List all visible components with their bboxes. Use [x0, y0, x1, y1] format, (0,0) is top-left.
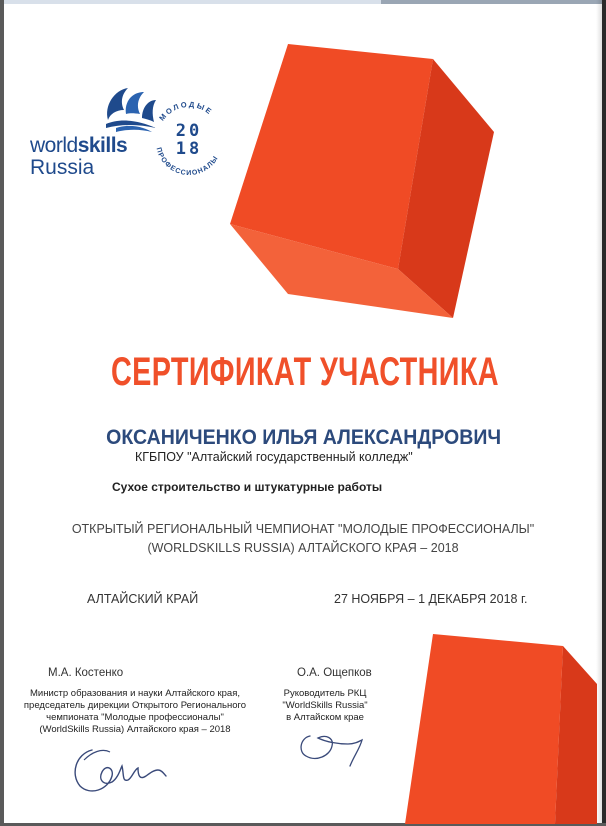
logo-world-text: world: [30, 134, 78, 157]
right-title-line-3: в Алтайском крае: [286, 712, 364, 723]
viewer-top-edge-highlight: [0, 0, 381, 4]
right-title-line-1: Руководитель РКЦ: [283, 688, 367, 699]
right-title-line-2: "WorldSkills Russia": [282, 700, 368, 711]
right-signature-icon: [296, 722, 366, 772]
championship-name: [0, 520, 606, 558]
orange-cube-bottom-icon: [405, 634, 600, 824]
event-dates: 27 НОЯБРЯ – 1 ДЕКАБРЯ 2018 г.: [334, 592, 528, 606]
left-title-line-2: председатель дирекции Открытого Регионального: [23, 700, 247, 711]
competition-specialty: Сухое строительство и штукатурные работы: [112, 480, 383, 494]
badge-year-bottom: 18: [175, 139, 203, 159]
badge-year-top: 20: [175, 121, 203, 141]
viewer-right-edge: [602, 0, 606, 826]
badge-bottom-text: ПРОФЕССИОНАЛЫ: [154, 146, 221, 178]
left-signature-icon: [62, 740, 172, 800]
young-professionals-2018-badge: [150, 94, 228, 184]
badge-top-text: МОЛОДЫЕ: [157, 99, 215, 123]
left-title-line-4: (WorldSkills Russia) Алтайского края – 2018: [39, 724, 231, 735]
worldskills-russia-logo: [30, 84, 160, 184]
championship-line-2: (WORLDSKILLS RUSSIA) АЛТАЙСКОГО КРАЯ – 2018: [147, 541, 459, 555]
championship-line-1: ОТКРЫТЫЙ РЕГИОНАЛЬНЫЙ ЧЕМПИОНАТ "МОЛОДЫЕ ПРОФЕССИОНАЛЫ": [71, 522, 535, 536]
region-label: АЛТАЙСКИЙ КРАЙ: [87, 592, 199, 606]
left-signatory-title: [2, 688, 268, 736]
left-title-line-1: Министр образования и науки Алтайского края,: [30, 688, 240, 699]
logo-russia-text: Russia: [30, 156, 95, 179]
certificate-title: СЕРТИФИКАТ УЧАСТНИКА: [110, 350, 499, 394]
participant-organization: КГБПОУ "Алтайский государственный колледж": [135, 450, 413, 464]
participant-name: ОКСАНИЧЕНКО ИЛЬЯ АЛЕКСАНДРОВИЧ: [106, 426, 502, 449]
logo-skills-text: skills: [77, 134, 128, 157]
left-title-line-3: чемпионата "Молодые профессионалы": [46, 712, 224, 723]
right-signatory-name: О.А. Ощепков: [297, 667, 372, 679]
orange-cube-top-icon: [228, 44, 498, 320]
right-signatory-title: [270, 688, 380, 724]
worldskills-wordmark: [30, 134, 127, 158]
cube-bottom-left-face: [405, 634, 563, 824]
left-signatory-name: М.А. Костенко: [48, 667, 124, 679]
